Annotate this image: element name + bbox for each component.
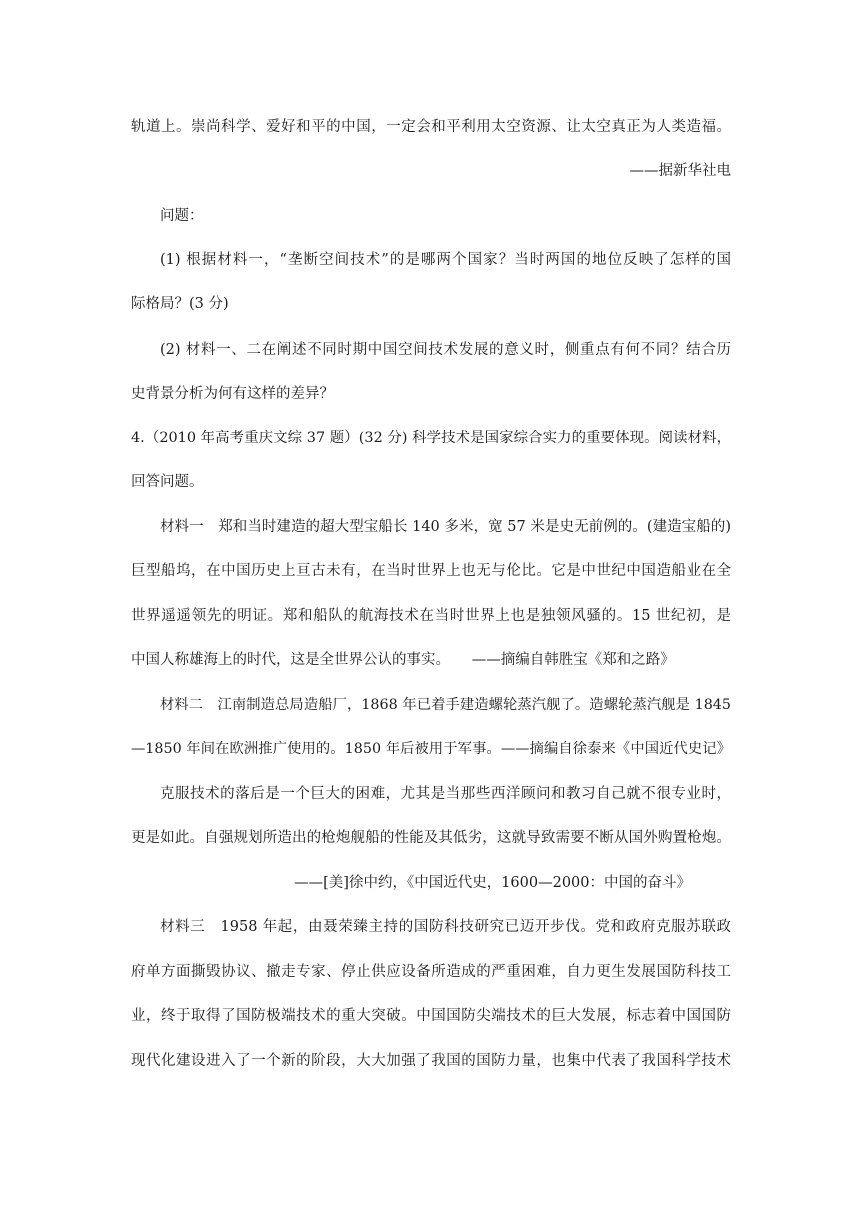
material-3-line-1: 材料三 1958 年起，由聂荣臻主持的国防科技研究已迈开步伐。党和政府克服苏联政: [160, 919, 731, 935]
material-2-line-4: 更是如此。自强规划所造出的枪炮舰船的性能及其低劣，这就导致需要不断从国外购置枪炮。: [131, 830, 731, 846]
question-2-line-2: 史背景分析为何有这样的差异？: [131, 386, 334, 402]
material-1-line-4: 中国人称雄海上的时代，这是全世界公认的事实。 ——摘编自韩胜宝《郑和之路》: [131, 652, 675, 668]
material-3-line-3: 业，终于取得了国防极端技术的重大突破。中国国防尖端技术的巨大发展，标志着中国国防: [131, 1008, 731, 1024]
material-2-line-1: 材料二 江南制造总局造船厂，1868 年已着手建造螺轮蒸汽舰了。造螺轮蒸汽舰是 1845: [160, 697, 731, 713]
material-1-line-2: 巨型船坞，在中国历史上亘古未有，在当时世界上也无与伦比。它是中世纪中国造船业在全: [131, 563, 731, 579]
material-1-line-3: 世界遥遥领先的明证。郑和船队的航海技术在当时世界上也是独领风骚的。15 世纪初，是: [131, 608, 731, 624]
material-2-line-3: 克服技术的落后是一个巨大的困难，尤其是当那些西洋顾问和教习自己就不很专业时，: [160, 786, 731, 802]
material-1-line-1: 材料一 郑和当时建造的超大型宝船长 140 多米，宽 57 米是史无前例的。(建造宝船的): [160, 519, 731, 535]
material-2-line-2: —1850 年间在欧洲推广使用的。1850 年后被用于军事。——摘编自徐泰来《中国近代史记》: [131, 741, 731, 757]
source-xinhua: ——据新华社电: [629, 163, 731, 179]
question-1-line-2: 际格局？(3 分): [131, 296, 229, 312]
material-two-last-line: 轨道上。崇尚科学、爱好和平的中国，一定会和平利用太空资源、让太空真正为人类造福。: [131, 119, 731, 135]
question-1-line-1: (1) 根据材料一，“垄断空间技术”的是哪两个国家？当时两国的地位反映了怎样的国: [160, 252, 731, 268]
question-2-line-1: (2) 材料一、二在阐述不同时期中国空间技术发展的意义时，侧重点有何不同？结合历: [160, 342, 731, 358]
material-3-line-2: 府单方面撕毁协议、撤走专家、停止供应设备所造成的严重困难，自力更生发展国防科技工: [131, 964, 731, 980]
material-3-line-4: 现代化建设进入了一个新的阶段，大大加强了我国的国防力量，也集中代表了我国科学技术: [131, 1053, 731, 1069]
problem-4-line-1: 4.（2010 年高考重庆文综 37 题）(32 分) 科学技术是国家综合实力的重要体现。阅读材料，: [131, 430, 731, 446]
source-xu-zhongyue: ——[美]徐中约，《中国近代史，1600—2000：中国的奋斗》: [294, 875, 691, 891]
problem-4-line-2: 回答问题。: [131, 474, 204, 490]
questions-heading: 问题：: [160, 208, 204, 224]
